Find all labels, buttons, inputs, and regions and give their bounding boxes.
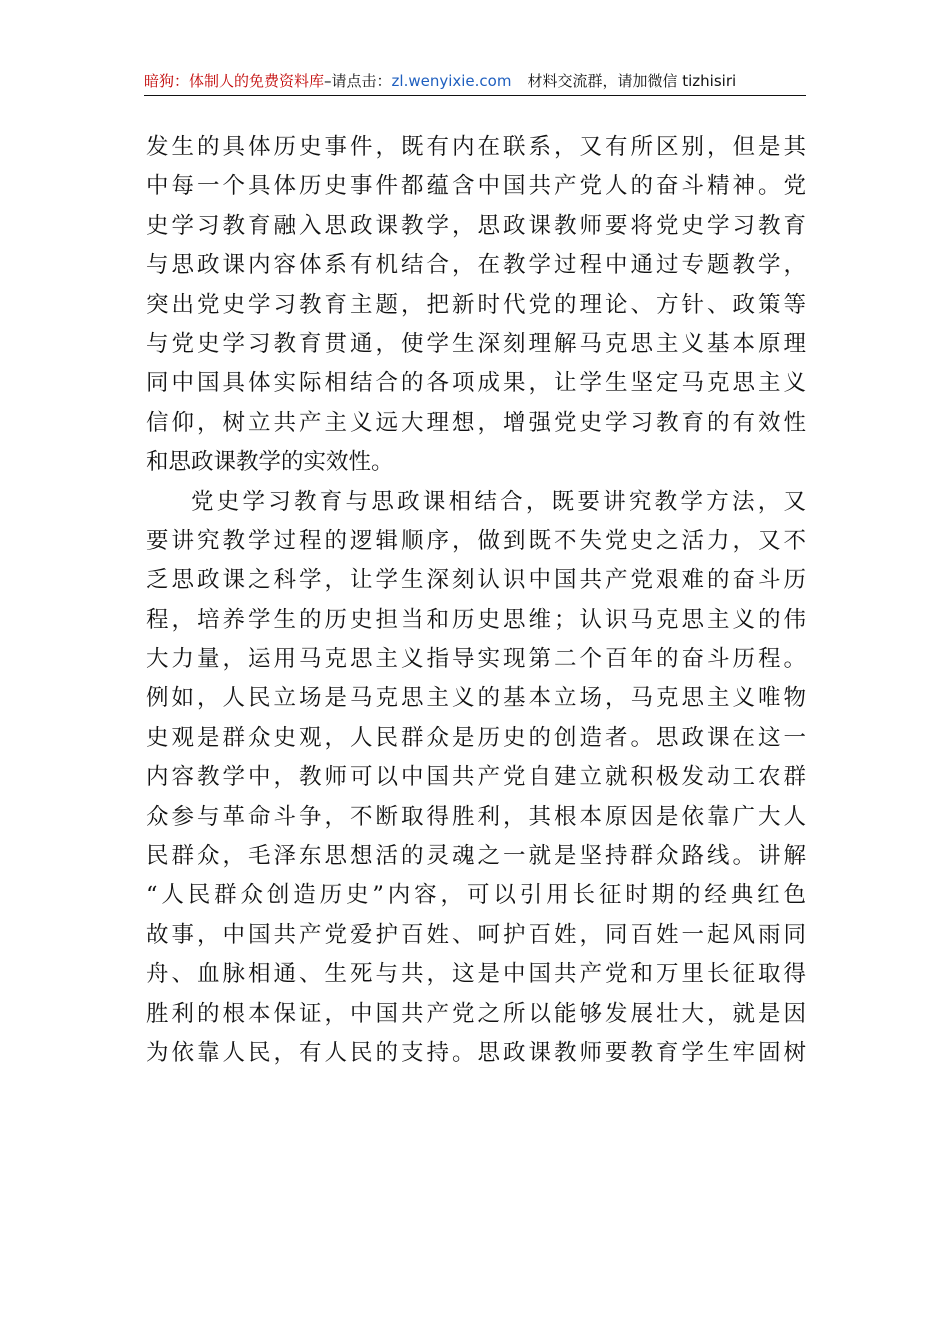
text-line: 史观是群众史观，人民群众是历史的创造者。思政课在这一 [146,724,806,751]
text-line: 要讲究教学过程的逻辑顺序，做到既不失党史之活力，又不 [146,527,806,554]
header-click-prefix: –请点击： [324,72,392,90]
text-line: 民群众，毛泽东思想活的灵魂之一就是坚持群众路线。讲解 [146,843,806,870]
text-line: 同中国具体实际相结合的各项成果，让学生坚定马克思主义 [146,370,806,397]
page-header [144,70,806,94]
text-line: 内容教学中，教师可以中国共产党自建立就积极发动工农群 [146,764,806,791]
text-line: 和思政课教学的实效性。 [146,449,394,476]
text-line: 例如，人民立场是马克思主义的基本立场，马克思主义唯物 [146,685,806,712]
text-line: 信仰，树立共产主义远大理想，增强党史学习教育的有效性 [146,409,806,436]
text-line: 中每一个具体历史事件都蕴含中国共产党人的奋斗精神。党 [146,173,806,200]
text-line: 与思政课内容体系有机结合，在教学过程中通过专题教学， [146,252,806,279]
text-line: 故事，中国共产党爱护百姓、呵护百姓，同百姓一起风雨同 [146,921,806,948]
text-line: 程，培养学生的历史担当和历史思维；认识马克思主义的伟 [146,606,806,633]
text-line: 突出党史学习教育主题，把新时代党的理论、方针、政策等 [146,291,806,318]
header-divider [144,95,806,96]
text-line: 为依靠人民，有人民的支持。思政课教师要教育学生牢固树 [146,1039,806,1066]
text-line: 舟、血脉相通、生死与共，这是中国共产党和万里长征取得 [146,961,806,988]
text-line: 胜利的根本保证，中国共产党之所以能够发展壮大，就是因 [146,1000,806,1027]
text-line: 大力量，运用马克思主义指导实现第二个百年的奋斗历程。 [146,646,806,673]
header-brand: 暗狗：体制人的免费资料库 [144,72,325,90]
text-line: 众参与革命斗争，不断取得胜利，其根本原因是依靠广大人 [146,803,806,830]
text-line: 发生的具体历史事件，既有内在联系，又有所区别，但是其 [146,134,806,160]
document-body [146,128,806,1073]
paragraph-start-line: 党史学习教育与思政课相结合，既要讲究教学方法，又 [191,488,806,515]
header-contact: 材料交流群，请加微信 tizhisiri [527,72,737,90]
text-line: “人民群众创造历史”内容，可以引用长征时期的经典红色 [146,882,806,909]
text-line: 与党史学习教育贯通，使学生深刻理解马克思主义基本原理 [146,330,806,357]
text-line: 史学习教育融入思政课教学，思政课教师要将党史学习教育 [146,212,806,239]
header-url-link[interactable]: zl.wenyixie.com [391,72,512,90]
text-line: 乏思政课之科学，让学生深刻认识中国共产党艰难的奋斗历 [146,567,806,594]
